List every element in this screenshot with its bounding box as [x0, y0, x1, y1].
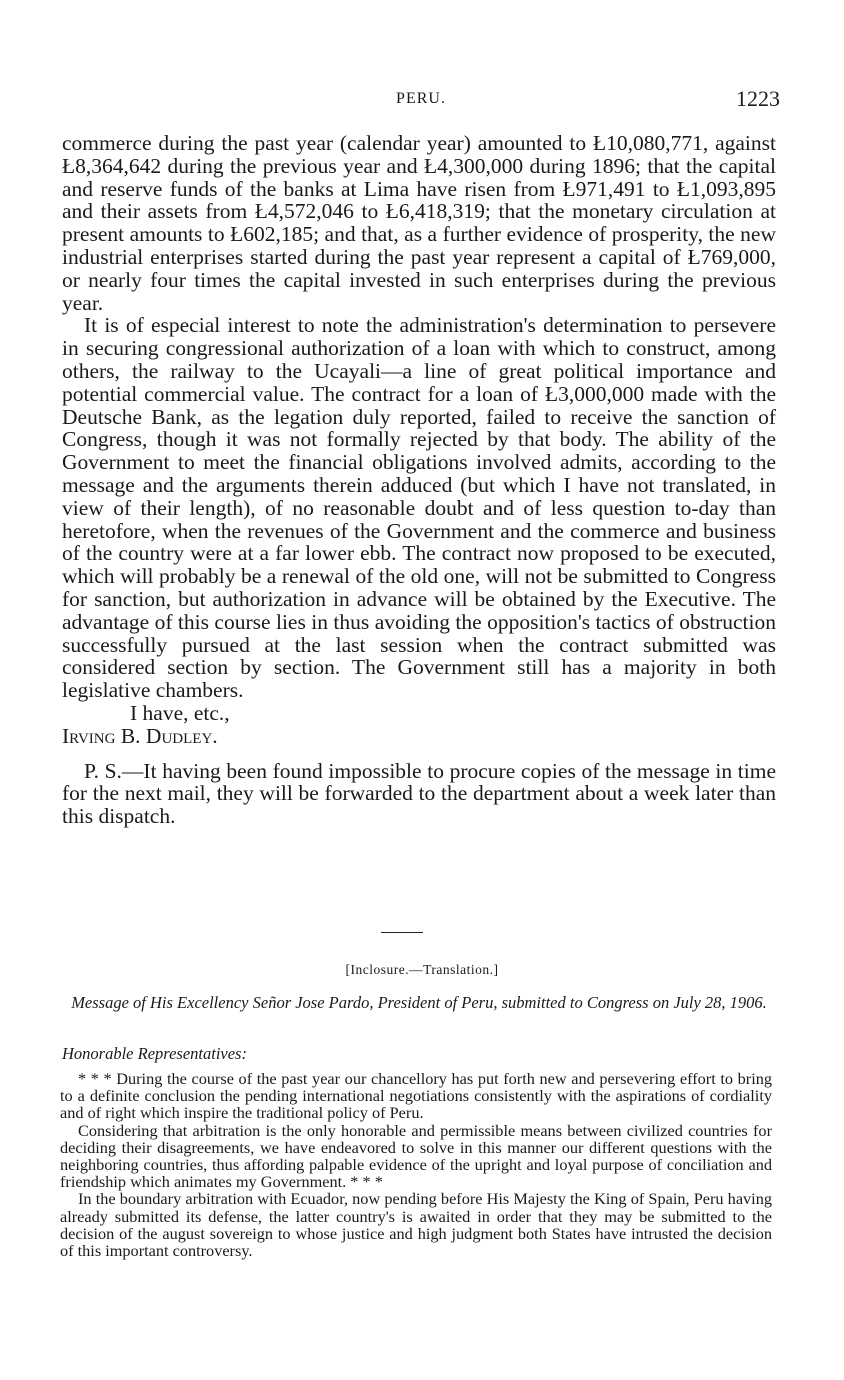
message-paragraph-1: * * * During the course of the past year our chancellory has put forth new and persevering effort to bring to a definite conclusion the pending international negotiations consistently with the aspirations of cordiality and of right which inspire the traditional policy of Peru.: [60, 1069, 772, 1123]
message-paragraph-2: Considering that arbitration is the only honorable and permissible means between civilized countries for deciding their disagreements, we have endeavored to solve in this manner our different questions with the neighboring countries, thus affording palpable evidence of the upright and loyal purpose of conciliation and friendship which animates my Government. * * *: [60, 1120, 772, 1192]
dispatch-paragraph-2: It is of especial interest to note the administration's determination to persevere in securing congressional authorization of a loan with which to construct, among others, the railway to the Ucayali—a line of great political importance and potential commercial value. The contract for a loan of Ł3,000,000 made with the Deutsche Bank, as the legation duly reported, failed to receive the sanction of Congress, though it was not formally rejected by that body. The ability of the Government to meet the financial obligations involved admits, according to the message and the arguments therein adduced (but which I have not translated, in view of their length), of no reasonable doubt and of less question to-day than heretofore, when the revenues of the Government and the commerce and business of the country were at a far lower ebb. The contract now proposed to be executed, which will probably be a renewal of the old one, will not be submitted to Congress for sanction, but authorization in advance will be obtained by the Executive. The advantage of this course lies in thus avoiding the opposition's tactics of obstruction successfully pursued at the last session when the contract submitted was considered section by section. The Government still has a majority in both legislative chambers.: [62, 313, 776, 703]
message-address: Honorable Representatives:: [62, 1044, 247, 1063]
page-number: 1223: [736, 86, 780, 111]
closing-line: I have, etc.,: [130, 700, 230, 725]
postscript: P. S.—It having been found impossible to procure copies of the message in time for the next mail, they will be forwarded to the department about a week later than this dispatch.: [62, 758, 776, 829]
dispatch-body: [62, 132, 776, 828]
dispatch-paragraph-1: commerce during the past year (calendar year) amounted to Ł10,080,771, against Ł8,364,642 during the previous year and Ł4,300,000 during 1896; that the capital and reserve funds of the banks at Lima have risen from Ł971,491 to Ł1,093,895 and their assets from Ł4,572,046 to Ł6,418,319; that the monetary circulation at present amounts to Ł602,185; and that, as a further evidence of prosperity, the new industrial enterprises started during the past year represent a capital of Ł769,000, or nearly four times the capital invested in such enterprises during the previous year.: [62, 131, 776, 315]
running-title: PERU.: [396, 90, 446, 107]
signature-name: Irving B. Dudley.: [62, 723, 218, 748]
running-head: [62, 88, 780, 114]
message-body: [60, 1070, 772, 1259]
signature: [62, 725, 776, 748]
section-divider: [381, 932, 423, 933]
enclosure-label: [Inclosure.—Translation.]: [345, 962, 499, 977]
message-paragraph-3: In the boundary arbitration with Ecuador, now pending before His Majesty the King of Spain, Peru having already submitted its defense, the latter country's is awaited in order that they may be submitted to the decision of the august sovereign to whose justice and high judgment both States have intrusted the decision of this important controversy.: [60, 1189, 772, 1261]
message-title: Message of His Excellency Señor Jose Pardo, President of Peru, submitted to Congress on July 28, 1906.: [71, 993, 767, 1012]
